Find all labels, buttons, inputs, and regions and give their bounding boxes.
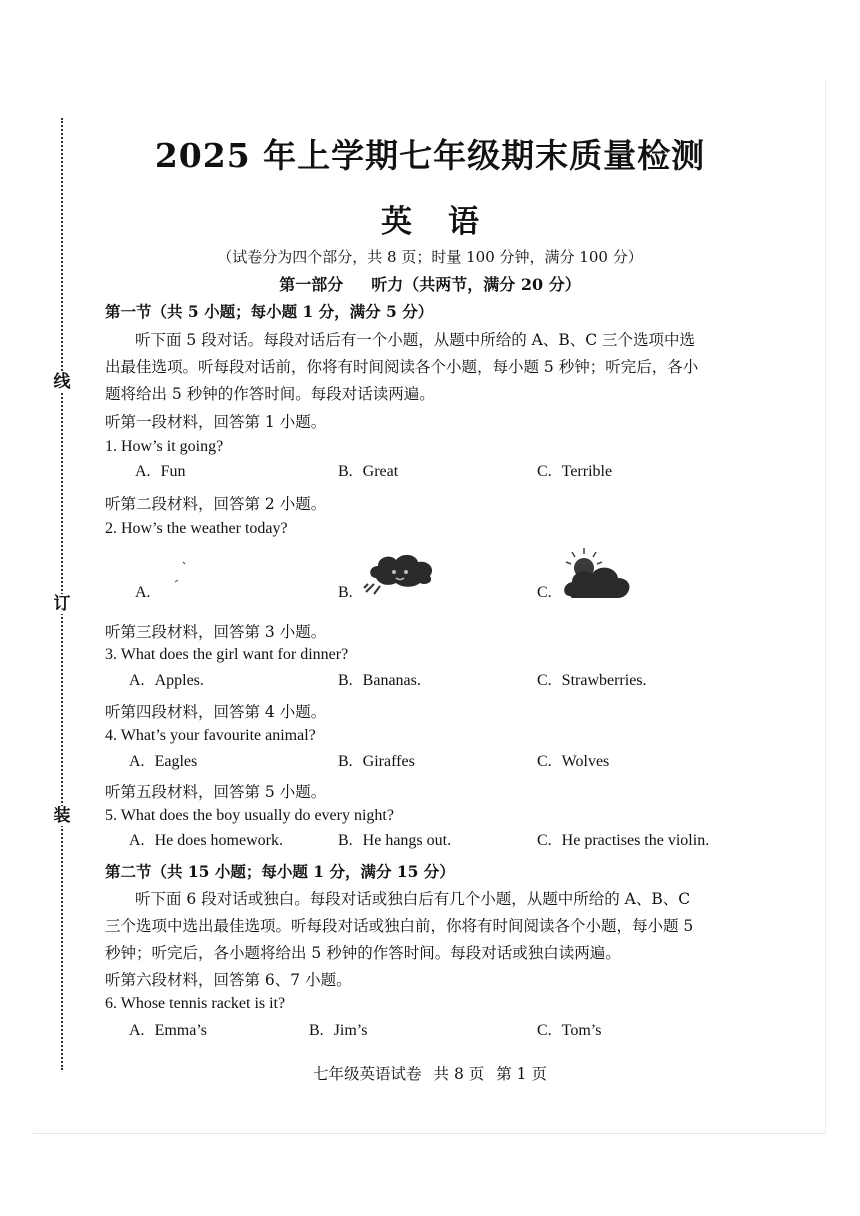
page-edge-bottom	[33, 1133, 826, 1134]
rain-cloud-icon	[362, 548, 442, 596]
q4-option-a	[129, 753, 197, 771]
option-text: Strawberries.	[561, 672, 647, 689]
option-text: Fun	[160, 463, 186, 480]
option-text: He does homework.	[154, 832, 283, 849]
option-letter: A.	[129, 832, 145, 849]
material-2-label: 听第二段材料，回答第 2 小题。	[105, 495, 327, 513]
option-letter: A.	[129, 1022, 145, 1039]
option-letter: C.	[537, 832, 552, 849]
binding-mark-bind: 装	[53, 806, 71, 826]
section-two-instruction-1: 听下面 6 段对话或独白。每段对话或独白后有几个小题，从题中所给的 A、B、C	[135, 890, 691, 908]
q6-option-b	[309, 1022, 367, 1040]
q2-option-a	[135, 584, 161, 602]
option-letter: C.	[537, 753, 552, 770]
section-one-instruction-2: 出最佳选项。听每段对话前，你将有时间阅读各个小题，每小题 5 秒钟；听完后，各小	[105, 358, 699, 376]
material-4-label: 听第四段材料，回答第 4 小题。	[105, 703, 327, 721]
page-footer	[0, 1062, 860, 1084]
option-letter: B.	[338, 832, 353, 849]
option-text: Bananas.	[362, 672, 421, 689]
q1-option-a	[135, 463, 185, 481]
section-one-instruction-3: 题将给出 5 秒钟的作答时间。每段对话读两遍。	[105, 385, 435, 403]
material-5-label: 听第五段材料，回答第 5 小题。	[105, 783, 327, 801]
option-text: He hangs out.	[362, 832, 452, 849]
option-letter: A.	[129, 672, 145, 689]
q1-option-c	[537, 463, 612, 481]
option-letter: B.	[338, 672, 353, 689]
part-label: 第一部分	[279, 275, 344, 294]
q2-option-b	[338, 584, 363, 602]
part-description: 听力（共两节，满分 20 分）	[371, 275, 581, 294]
option-text: Great	[362, 463, 399, 480]
option-letter: B.	[338, 584, 353, 601]
q1-option-b	[338, 463, 398, 481]
question-3: 3. What does the girl want for dinner?	[105, 646, 349, 663]
option-text: Giraffes	[362, 753, 415, 770]
option-text: Terrible	[561, 463, 613, 480]
option-letter: B.	[309, 1022, 324, 1039]
question-2: 2. How’s the weather today?	[105, 520, 288, 537]
option-letter: A.	[129, 753, 145, 770]
option-letter: A.	[135, 584, 151, 601]
q3-option-c	[537, 672, 647, 690]
option-text: Emma’s	[154, 1022, 207, 1039]
option-letter: B.	[338, 463, 353, 480]
q5-option-a	[129, 832, 283, 850]
footer-paper-name: 七年级英语试卷	[313, 1065, 422, 1083]
material-3-label: 听第三段材料，回答第 3 小题。	[105, 623, 327, 641]
q6-option-a	[129, 1022, 207, 1040]
part-one-title	[0, 272, 860, 295]
sun-behind-cloud-icon	[562, 546, 634, 602]
option-letter: B.	[338, 753, 353, 770]
wind-icon	[172, 560, 188, 586]
section-two-heading: 第二节（共 15 小题；每小题 1 分，满分 15 分）	[105, 862, 455, 881]
option-text: Jim’s	[333, 1022, 368, 1039]
exam-info: （试卷分为四个部分，共 8 页；时量 100 分钟，满分 100 分）	[217, 248, 643, 266]
q5-option-b	[338, 832, 451, 850]
option-letter: C.	[537, 463, 552, 480]
exam-subject: 英语	[381, 204, 515, 240]
section-two-instruction-2: 三个选项中选出最佳选项。听每段对话或独白前，你将有时间阅读各个小题，每小题 5	[105, 917, 694, 935]
q4-option-c	[537, 753, 609, 771]
q5-option-c	[537, 832, 709, 850]
option-letter: C.	[537, 1022, 552, 1039]
section-one-heading: 第一节（共 5 小题；每小题 1 分，满分 5 分）	[105, 302, 434, 321]
q3-option-b	[338, 672, 421, 690]
option-text: He practises the violin.	[561, 832, 710, 849]
section-one-instruction-1: 听下面 5 段对话。每段对话后有一个小题，从题中所给的 A、B、C 三个选项中选	[135, 331, 696, 349]
q4-option-b	[338, 753, 415, 771]
footer-page-number: 第 1 页	[496, 1065, 547, 1083]
exam-title: 2025 年上学期七年级期末质量检测	[154, 136, 706, 175]
binding-mark-line: 线	[53, 372, 71, 392]
option-letter: C.	[537, 672, 552, 689]
question-4: 4. What’s your favourite animal?	[105, 727, 316, 744]
q3-option-a	[129, 672, 204, 690]
material-1-label: 听第一段材料，回答第 1 小题。	[105, 413, 327, 431]
question-1: 1. How’s it going?	[105, 438, 224, 455]
option-text: Eagles	[154, 753, 198, 770]
option-text: Tom’s	[561, 1022, 602, 1039]
q6-option-c	[537, 1022, 601, 1040]
option-letter: A.	[135, 463, 151, 480]
q2-option-c	[537, 584, 562, 602]
question-5: 5. What does the boy usually do every night?	[105, 807, 394, 824]
question-6: 6. Whose tennis racket is it?	[105, 995, 286, 1012]
option-text: Wolves	[561, 753, 610, 770]
footer-total-pages: 共 8 页	[433, 1065, 485, 1083]
section-two-instruction-3: 秒钟；听完后，各小题将给出 5 秒钟的作答时间。每段对话或独白读两遍。	[105, 944, 621, 962]
option-text: Apples.	[154, 672, 204, 689]
option-letter: C.	[537, 584, 552, 601]
material-6-label: 听第六段材料，回答第 6、7 小题。	[105, 971, 352, 989]
binding-mark-staple: 订	[53, 594, 71, 614]
